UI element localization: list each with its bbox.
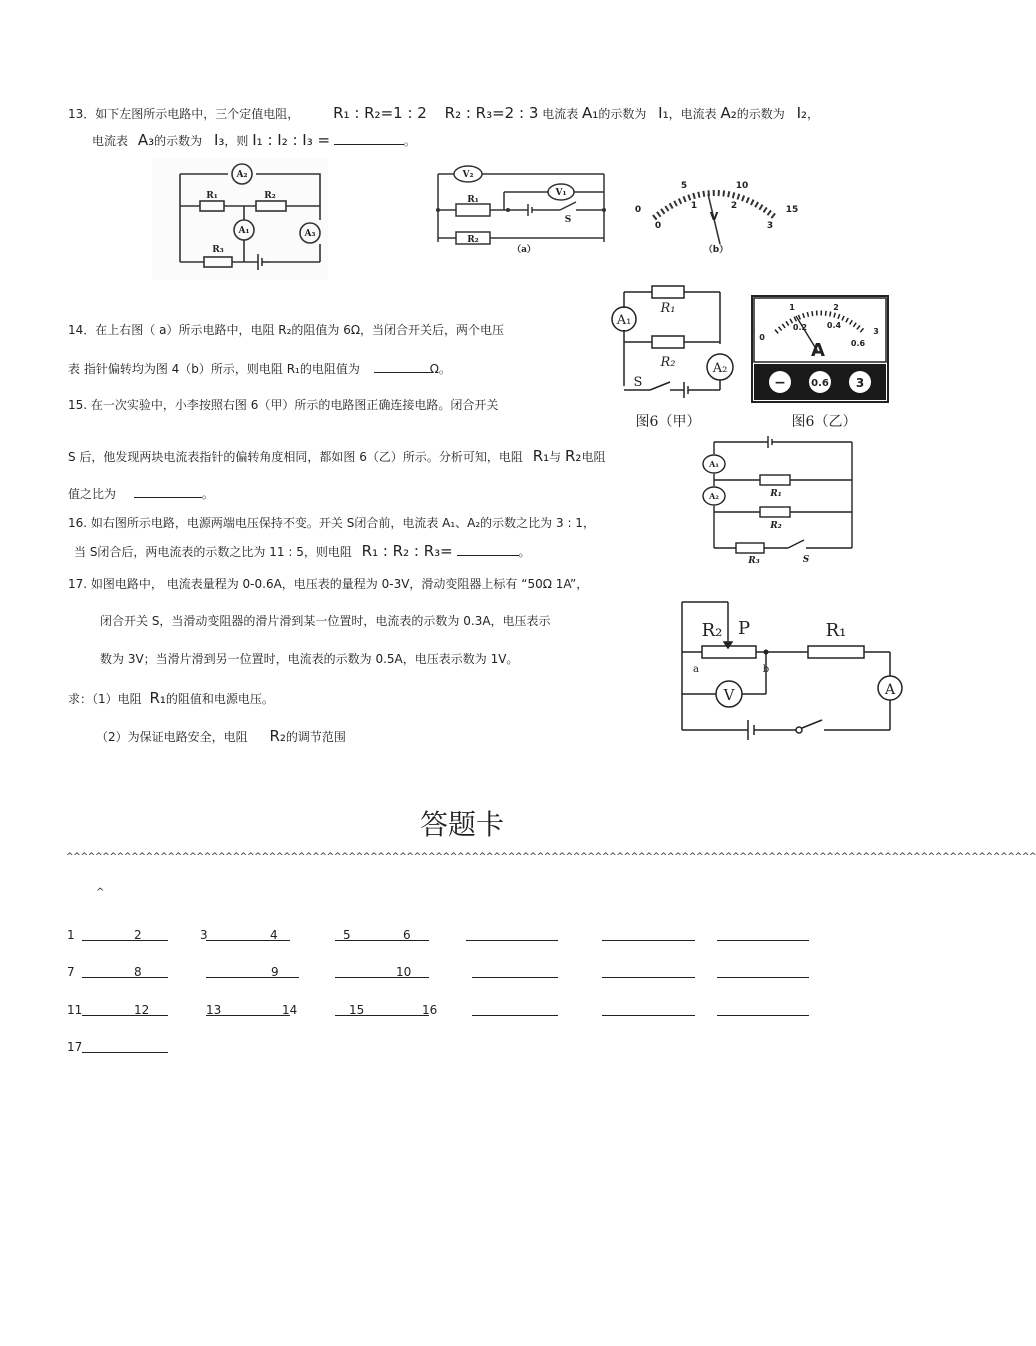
figa-label: V₁ xyxy=(555,188,567,198)
figb-label: 15 xyxy=(785,205,799,215)
fig6b-label: 3 xyxy=(873,327,879,336)
q14-line2: 表 指针偏转均为图 4（b）所示，则电阻 R₁的电阻值为 Ω。 xyxy=(68,362,451,376)
answer-line[interactable] xyxy=(82,940,168,941)
q17-line1: 17. 如图电路中， 电流表量程为 0-0.6A，电压表的量程为 0-3V，滑动变阻器上标有 “50Ω 1A”， xyxy=(68,577,589,591)
answer-number: 17 xyxy=(67,1040,83,1054)
q16-circuit-figure xyxy=(696,436,856,566)
q16-line1: 16. 如右图所示电路，电源两端电压保持不变。开关 S闭合前，电流表 A₁、A₂的示数之比为 3 : 1， xyxy=(68,516,595,530)
fig6b-label: 0.6 xyxy=(850,339,866,348)
answer-number: 5 xyxy=(343,928,351,942)
answer-number: 8 xyxy=(134,965,142,979)
answer-line[interactable] xyxy=(466,940,558,941)
q14-figure-a xyxy=(424,160,609,255)
answer-number: 13 xyxy=(206,1003,222,1017)
answer-number: 11 xyxy=(67,1003,83,1017)
figb-label: 5 xyxy=(680,181,688,191)
figb-label: 1 xyxy=(690,201,698,211)
caret-single: ^ xyxy=(96,887,105,898)
fig6a-label: R₂ xyxy=(660,355,676,370)
answer-line[interactable] xyxy=(717,940,809,941)
fig6b-label: − xyxy=(774,375,786,391)
fig6b-label: 0.2 xyxy=(792,323,808,332)
fig17-label: R₂ xyxy=(701,620,723,641)
answer-line[interactable] xyxy=(82,977,168,978)
fig16-label: R₃ xyxy=(748,556,760,566)
answer-line[interactable] xyxy=(82,1015,168,1016)
q17-line3: 数为 3V；当滑片滑到另一位置时，电流表的示数为 0.5A，电压表示数为 1V。 xyxy=(100,652,519,666)
figa-label: S xyxy=(564,215,572,225)
fig17-label: V xyxy=(723,686,735,704)
fig16-label: R₂ xyxy=(770,521,782,531)
fig6a-label: S xyxy=(633,375,643,390)
figa-label: V₂ xyxy=(462,170,474,180)
answer-number: 14 xyxy=(282,1003,298,1017)
fig13-label: R₂ xyxy=(264,191,276,201)
fig16-label: R₁ xyxy=(770,489,782,499)
fig6b-label: 0.6 xyxy=(811,378,829,389)
fig6b-label: A xyxy=(811,340,825,361)
answer-card-title: 答题卡 xyxy=(420,808,505,841)
answer-number: 3 xyxy=(200,928,208,942)
answer-number: 10 xyxy=(396,965,412,979)
answer-line[interactable] xyxy=(602,940,695,941)
caret-rule: ^^^^^^^^^^^^^^^^^^^^^^^^^^^^^^^^^^^^^^^^^^^^^^^^^^^^^^^^^^^^^^^^^^^^^^^^^^^^^^^^^^^^^^^^^^^^^^^^^^^^^^^^^^^^^^^^^^^^^^^^^^^^^^^^^^^^^^ xyxy=(66,852,1036,862)
figb-label: 10 xyxy=(735,181,749,191)
figb-label: V xyxy=(709,210,719,223)
figb-label: 0 xyxy=(654,221,662,231)
figb-label: 2 xyxy=(730,201,738,211)
answer-line[interactable] xyxy=(472,977,558,978)
answer-line[interactable] xyxy=(472,1015,558,1016)
answer-line[interactable] xyxy=(335,977,429,978)
fig6b-label: 图6（乙） xyxy=(791,414,857,430)
answer-number: 7 xyxy=(67,965,75,979)
figb-label: 0 xyxy=(634,205,642,215)
q13-line1: 13．如下左图所示电路中，三个定值电阻， R₁ : R₂=1 : 2 R₂ : R₃=2 : 3 电流表 A₁的示数为 I₁，电流表 A₂的示数为 I₂， xyxy=(68,104,820,122)
answer-line[interactable] xyxy=(717,977,809,978)
answer-number: 16 xyxy=(422,1003,438,1017)
figa-label: R₂ xyxy=(467,235,479,245)
answer-line[interactable] xyxy=(602,977,695,978)
q15-figure-6 xyxy=(596,274,900,436)
answer-line[interactable] xyxy=(206,1015,290,1016)
answer-number: 2 xyxy=(134,928,142,942)
answer-number: 4 xyxy=(270,928,278,942)
fig6a-label: R₁ xyxy=(660,301,676,316)
q15-line1: 15. 在一次实验中，小李按照右图 6（甲）所示的电路图正确连接电路。闭合开关 xyxy=(68,398,499,412)
figb-label: （b） xyxy=(703,245,729,255)
fig17-label: P xyxy=(737,618,751,639)
figb-label: 3 xyxy=(766,221,774,231)
answer-line[interactable] xyxy=(602,1015,695,1016)
q15-line2: S 后，他发现两块电流表指针的偏转角度相同，都如图 6（乙）所示。分析可知，电阻 R₁与 R₂电阻 xyxy=(68,447,606,465)
figa-label: R₁ xyxy=(467,195,479,205)
fig6b-label: 2 xyxy=(833,303,839,312)
fig6b-label: 1 xyxy=(789,303,795,312)
q17-circuit-figure xyxy=(654,570,922,768)
figa-label: （a） xyxy=(512,245,536,255)
q15-answer-blank[interactable] xyxy=(134,485,202,498)
q14-figure-b-voltmeter xyxy=(620,160,814,255)
q16-answer-blank[interactable] xyxy=(457,543,519,556)
q14-line1: 14．在上右图（ a）所示电路中，电阻 R₂的阻值为 6Ω，当闭合开关后，两个电压 xyxy=(68,323,505,337)
q16-line2: 当 S闭合后，两电流表的示数之比为 11 : 5，则电阻 R₁ : R₂ : R₃= 。 xyxy=(74,542,531,560)
q14-answer-blank[interactable] xyxy=(374,360,430,373)
answer-number: 15 xyxy=(349,1003,365,1017)
fig6a-label: A₂ xyxy=(712,361,728,376)
fig13-label: A₁ xyxy=(238,226,250,236)
answer-line[interactable] xyxy=(82,1052,168,1053)
q13-line2: 电流表 A₃的示数为 I₃，则 I₁ : I₂ : I₃ = 。 xyxy=(92,131,416,149)
q17-line5: （2）为保证电路安全，电阻 R₂的调节范围 xyxy=(96,727,346,745)
fig6b-label: 3 xyxy=(855,376,865,390)
q17-line2: 闭合开关 S，当滑动变阻器的滑片滑到某一位置时，电流表的示数为 0.3A，电压表示 xyxy=(100,614,551,628)
answer-number: 12 xyxy=(134,1003,150,1017)
fig6a-label: A₁ xyxy=(616,313,632,328)
fig16-label: S xyxy=(802,555,810,565)
answer-line[interactable] xyxy=(335,1015,429,1016)
fig17-label: a xyxy=(693,664,699,675)
answer-number: 1 xyxy=(67,928,75,942)
q13-circuit-figure xyxy=(152,158,328,280)
q15-line3: 值之比为 。 xyxy=(68,487,214,501)
answer-line[interactable] xyxy=(717,1015,809,1016)
fig13-label: R₁ xyxy=(206,191,218,201)
q17-line4: 求：（1）电阻 R₁的阻值和电源电压。 xyxy=(68,689,274,707)
fig17-label: A xyxy=(884,682,896,698)
answer-line[interactable] xyxy=(206,977,299,978)
fig6a-label: 图6（甲） xyxy=(635,414,701,430)
fig6b-label: 0.4 xyxy=(826,321,842,330)
fig6b-label: 0 xyxy=(759,333,765,342)
fig17-label: b xyxy=(762,664,770,675)
fig13-label: R₃ xyxy=(212,245,224,255)
fig13-label: A₂ xyxy=(236,170,248,180)
answer-number: 9 xyxy=(271,965,279,979)
fig16-label: A₁ xyxy=(709,459,719,469)
q13-answer-blank[interactable] xyxy=(334,132,404,145)
fig16-label: A₂ xyxy=(709,491,719,501)
answer-number: 6 xyxy=(403,928,411,942)
fig13-label: A₃ xyxy=(304,229,316,239)
fig17-label: R₁ xyxy=(825,620,847,641)
